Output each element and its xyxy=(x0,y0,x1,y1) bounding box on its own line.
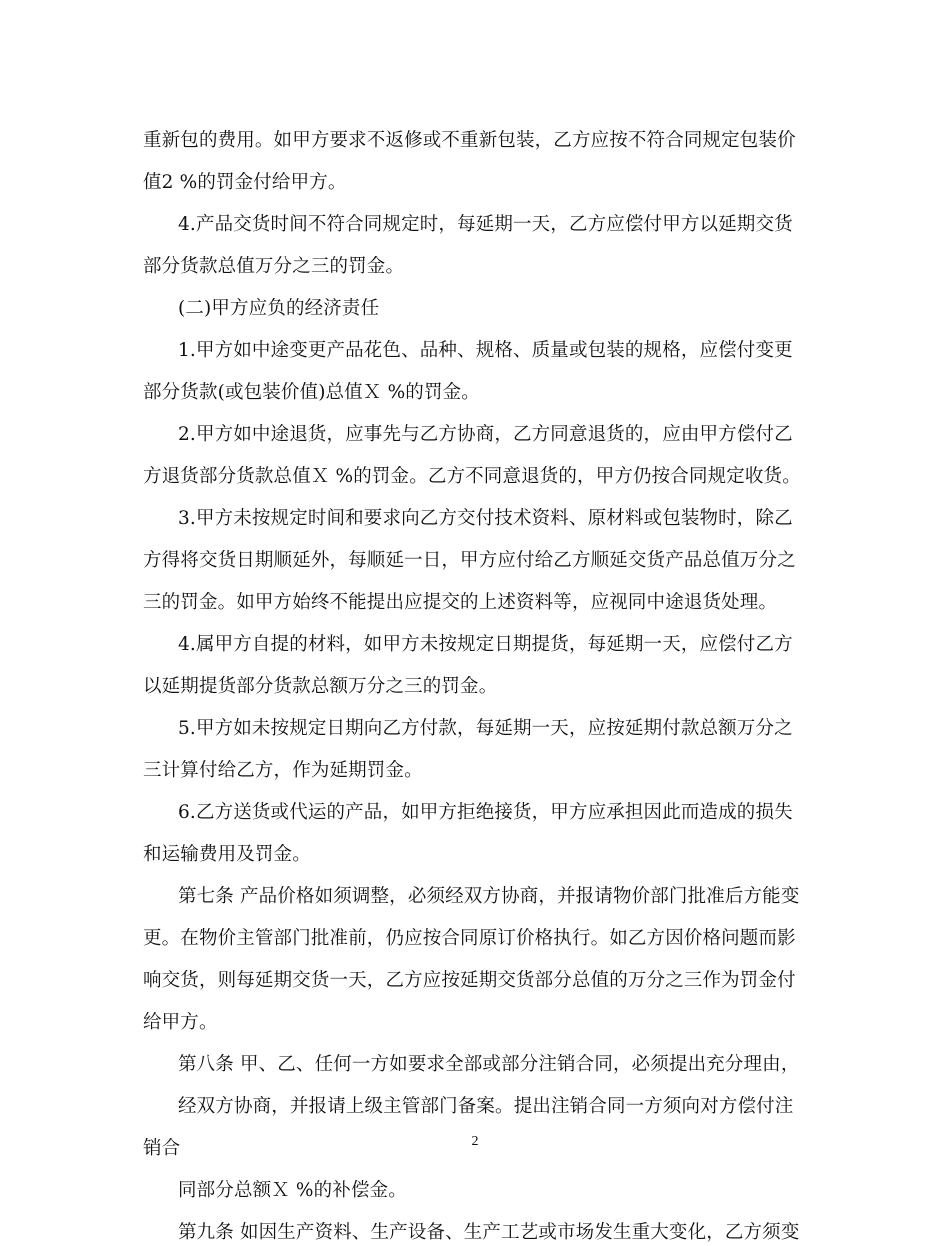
text-line: 销合 xyxy=(143,1138,181,1159)
text-line: 2.甲方如中途退货，应事先与乙方协商，乙方同意退货的，应由甲方偿付乙 xyxy=(178,424,793,445)
text-line: 更。在物价主管部门批准前，仍应按合同原订价格执行。如乙方因价格问题而影 xyxy=(143,928,796,949)
text-line: 和运输费用及罚金。 xyxy=(143,844,311,865)
text-line: 经双方协商，并报请上级主管部门备案。提出注销合同一方须向对方偿付注 xyxy=(178,1096,794,1117)
text-line: 三的罚金。如甲方始终不能提出应提交的上述资料等，应视同中途退货处理。 xyxy=(143,592,778,613)
text-line: 响交货，则每延期交货一天，乙方应按延期交货部分总值的万分之三作为罚金付 xyxy=(143,970,796,991)
text-line: 方退货部分货款总值Ｘ %的罚金。乙方不同意退货的，甲方仍按合同规定收货。 xyxy=(143,466,801,487)
text-line: 三计算付给乙方，作为延期罚金。 xyxy=(143,760,423,781)
text-line: 1.甲方如中途变更产品花色、品种、规格、质量或包装的规格，应偿付变更 xyxy=(178,340,793,361)
text-line: 方得将交货日期顺延外，每顺延一日，甲方应付给乙方顺延交货产品总值万分之 xyxy=(143,550,796,571)
text-line: 部分货款总值万分之三的罚金。 xyxy=(143,256,405,277)
text-line: 4.属甲方自提的材料，如甲方未按规定日期提货，每延期一天，应偿付乙方 xyxy=(178,634,793,655)
text-line: 5.甲方如未按规定日期向乙方付款，每延期一天，应按延期付款总额万分之 xyxy=(178,718,793,739)
text-line: 3.甲方未按规定时间和要求向乙方交付技术资料、原材料或包装物时，除乙 xyxy=(178,508,793,529)
section-heading: (二)甲方应负的经济责任 xyxy=(178,298,380,319)
text-line: 第七条 产品价格如须调整，必须经双方协商，并报请物价部门批准后方能变 xyxy=(178,886,800,907)
text-line: 第八条 甲、乙、任何一方如要求全部或部分注销合同，必须提出充分理由， xyxy=(178,1054,800,1075)
page-number: 2 xyxy=(471,1134,479,1149)
text-line: 第九条 如因生产资料、生产设备、生产工艺或市场发生重大变化，乙方须变 xyxy=(178,1222,800,1243)
text-line: 重新包的费用。如甲方要求不返修或不重新包装，乙方应按不符合同规定包装价 xyxy=(143,130,796,151)
text-line: 部分货款(或包装价值)总值Ｘ %的罚金。 xyxy=(143,382,480,403)
text-line: 给甲方。 xyxy=(143,1012,218,1033)
text-line: 值2 %的罚金付给甲方。 xyxy=(143,172,347,193)
text-line: 以延期提货部分货款总额万分之三的罚金。 xyxy=(143,676,498,697)
text-line: 同部分总额Ｘ %的补偿金。 xyxy=(178,1180,407,1201)
text-line: 4.产品交货时间不符合同规定时，每延期一天，乙方应偿付甲方以延期交货 xyxy=(178,214,793,235)
text-line: 6.乙方送货或代运的产品，如甲方拒绝接货，甲方应承担因此而造成的损失 xyxy=(178,802,793,823)
